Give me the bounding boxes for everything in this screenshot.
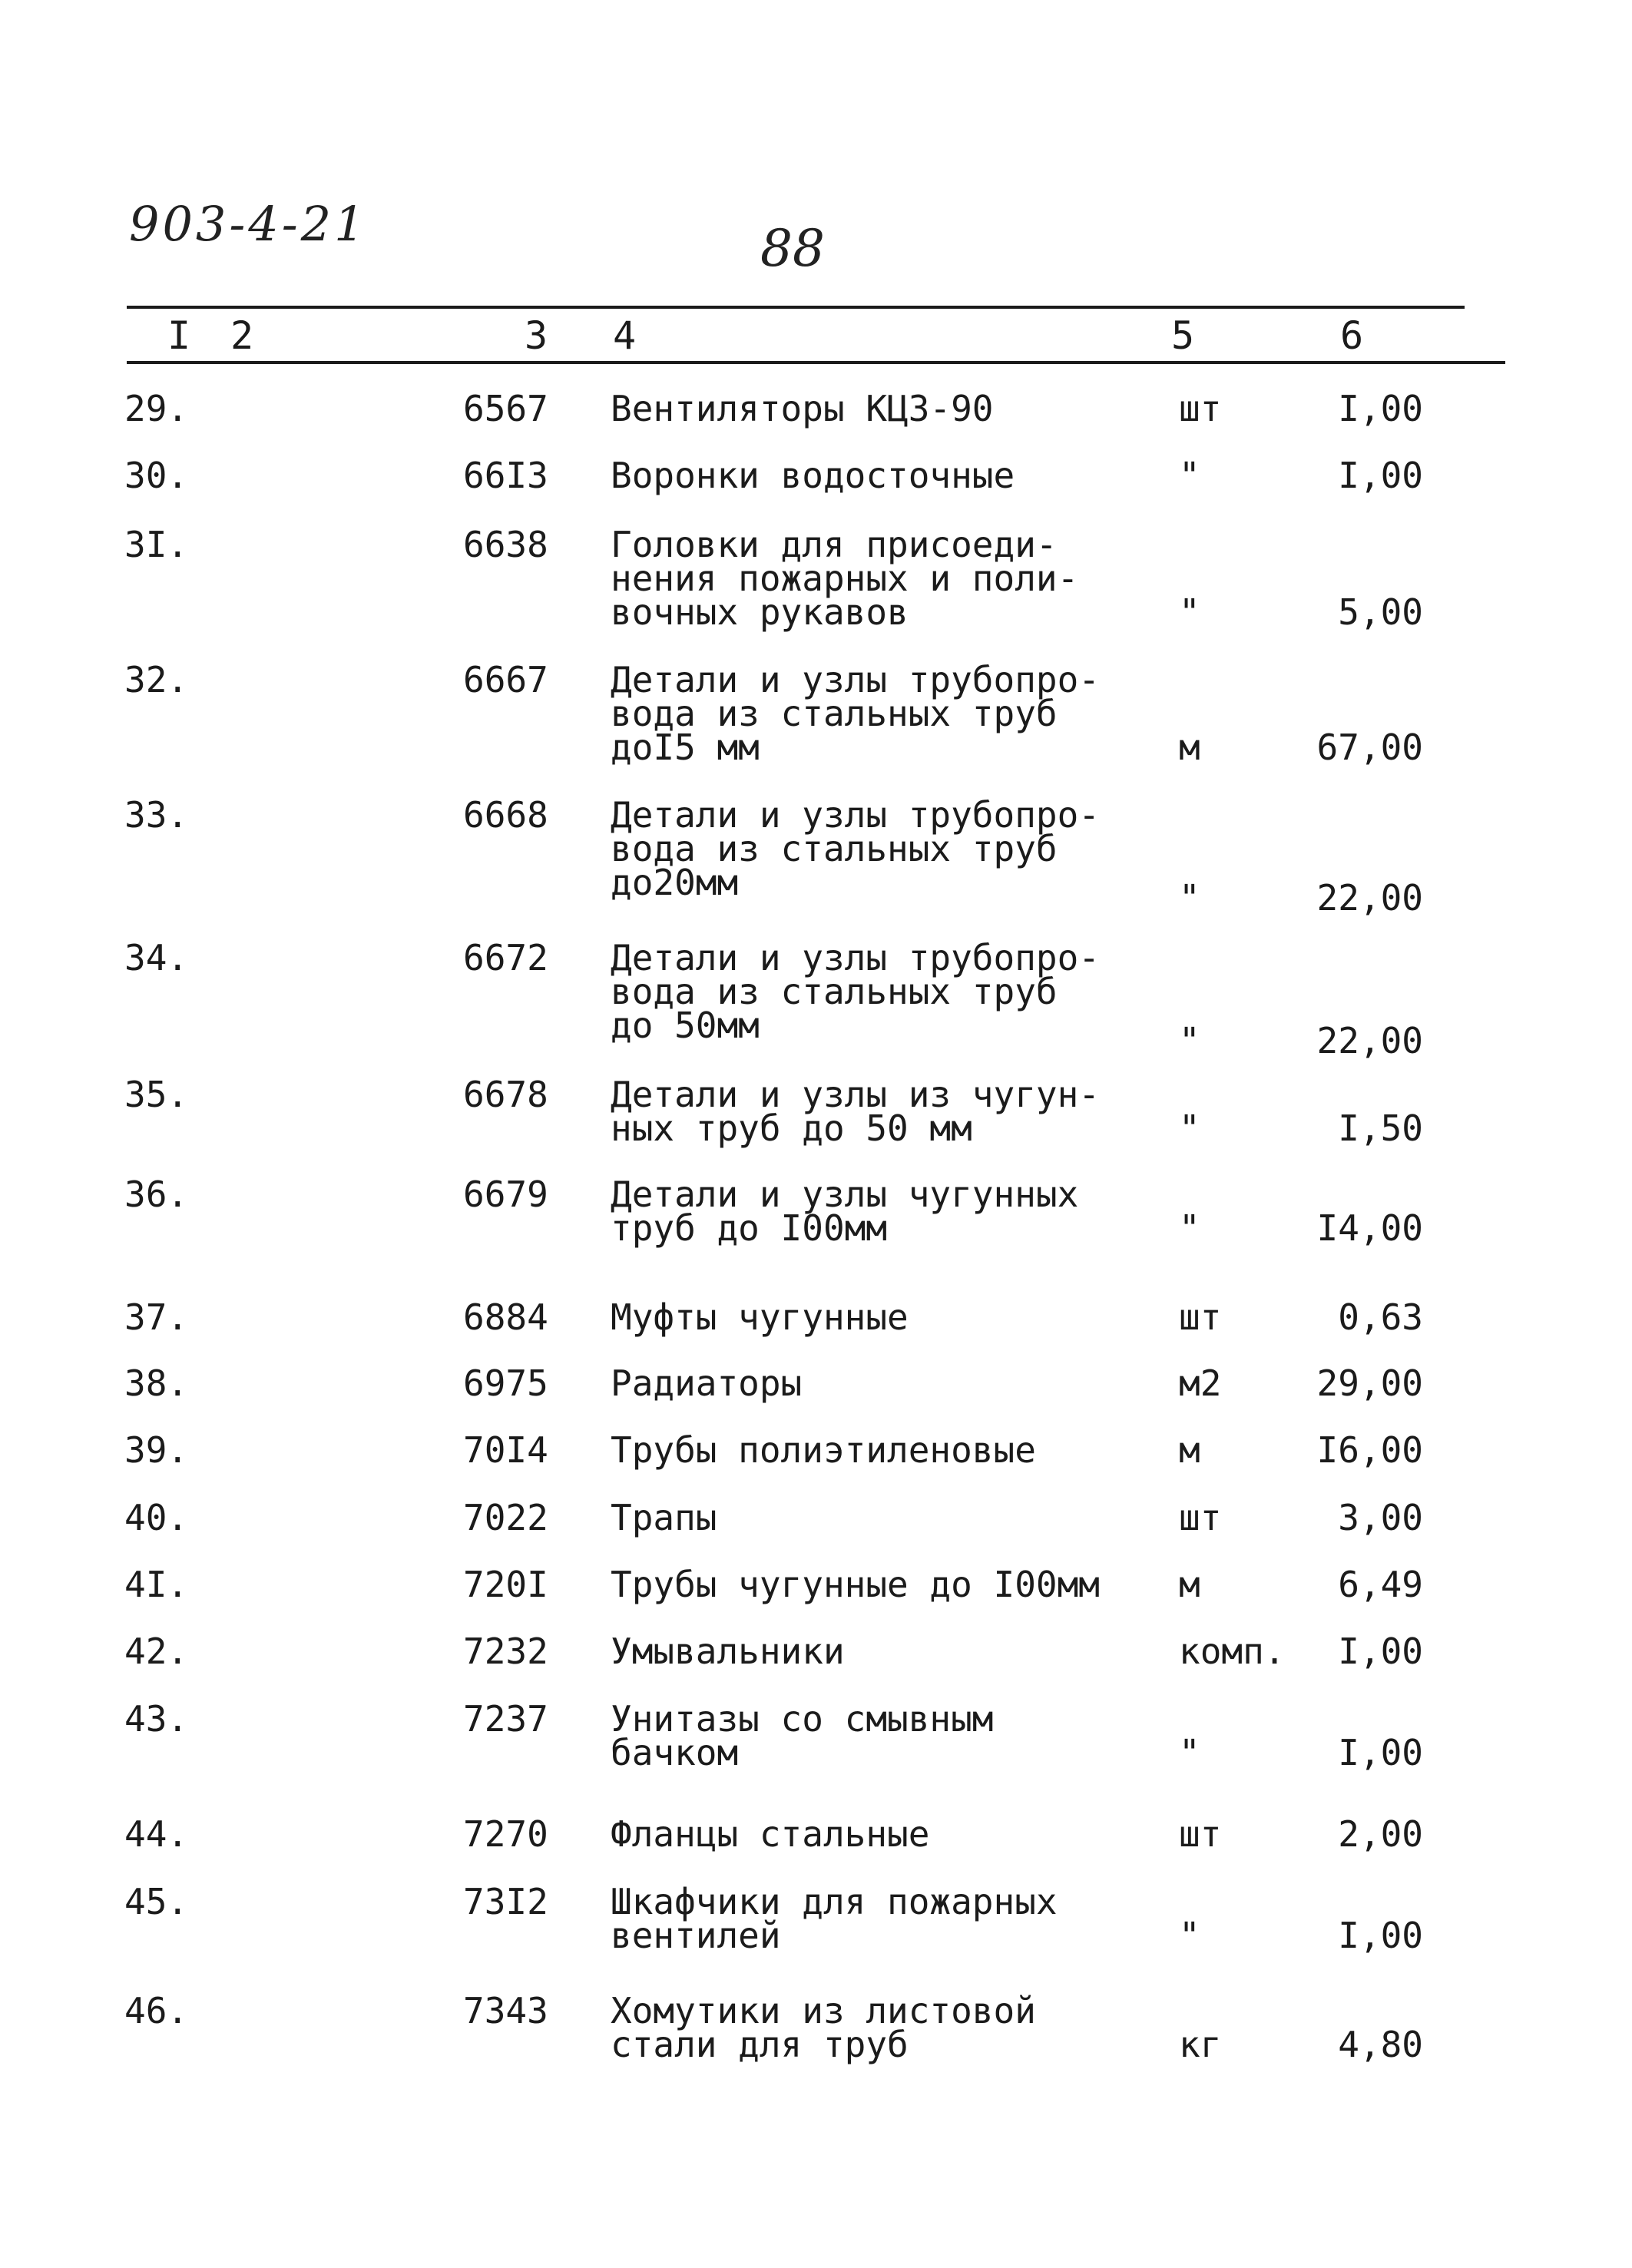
item-name-line: Воронки водосточные <box>611 455 1015 496</box>
table-row <box>0 937 1632 1061</box>
item-name-line: Трубы чугунные до I00мм <box>611 1564 1100 1605</box>
row-number: 36. <box>124 1174 189 1215</box>
item-name-line: Трапы <box>611 1497 717 1538</box>
row-number: 35. <box>124 1074 189 1115</box>
item-name <box>611 388 1164 429</box>
item-name-line: труб до I00мм <box>611 1207 888 1249</box>
column-header-6: 6 <box>1340 313 1364 358</box>
item-name-line: стали для труб <box>611 2024 909 2065</box>
item-name <box>611 524 1164 633</box>
row-number: 32. <box>124 659 189 700</box>
quantity: I6,00 <box>1316 1429 1423 1471</box>
item-name-line: вентилей <box>611 1915 781 1956</box>
item-code: 6672 <box>463 937 548 978</box>
quantity: I,00 <box>1338 455 1423 496</box>
quantity: I,00 <box>1338 1732 1423 1773</box>
item-name <box>611 1698 1164 1773</box>
unit: " <box>1179 591 1200 633</box>
row-number: 43. <box>124 1698 189 1740</box>
unit: шт <box>1179 388 1222 429</box>
item-name-line: вочных рукавов <box>611 591 909 633</box>
item-name-line: Шкафчики для пожарных <box>611 1881 1058 1922</box>
item-code: 6975 <box>463 1362 548 1404</box>
item-name-line: Трубы полиэтиленовые <box>611 1429 1036 1471</box>
item-code: 73I2 <box>463 1881 548 1922</box>
row-number: 46. <box>124 1990 189 2031</box>
column-header-3: 3 <box>525 313 548 358</box>
table-row <box>0 388 1632 429</box>
item-name-line: до20мм <box>611 862 739 903</box>
column-header-2: 2 <box>230 313 254 358</box>
table-row <box>0 1698 1632 1773</box>
item-name-line: Унитазы со смывным <box>611 1698 994 1740</box>
table-row <box>0 1497 1632 1538</box>
unit: комп. <box>1179 1631 1286 1672</box>
item-name-line: вода из стальных труб <box>611 971 1058 1012</box>
unit: м2 <box>1179 1362 1222 1404</box>
item-name <box>611 1429 1164 1471</box>
item-name <box>611 1881 1164 1956</box>
quantity: 2,00 <box>1338 1813 1423 1855</box>
table-row <box>0 1296 1632 1338</box>
table-row <box>0 1813 1632 1855</box>
table-row <box>0 524 1632 633</box>
row-number: 37. <box>124 1296 189 1338</box>
item-name <box>611 1296 1164 1338</box>
item-code: 6667 <box>463 659 548 700</box>
item-name-line: Детали и узлы трубопро- <box>611 794 1100 836</box>
quantity: 22,00 <box>1316 877 1423 919</box>
unit: шт <box>1179 1497 1222 1538</box>
item-code: 6668 <box>463 794 548 836</box>
quantity: 3,00 <box>1338 1497 1423 1538</box>
item-name-line: нения пожарных и поли- <box>611 558 1079 599</box>
row-number: 45. <box>124 1881 189 1922</box>
row-number: 29. <box>124 388 189 429</box>
row-number: 34. <box>124 937 189 978</box>
unit: " <box>1179 877 1200 919</box>
quantity: I,50 <box>1338 1108 1423 1149</box>
item-name <box>611 937 1164 1046</box>
quantity: 29,00 <box>1316 1362 1423 1404</box>
item-name-line: Радиаторы <box>611 1362 803 1404</box>
row-number: 3I. <box>124 524 189 565</box>
table-row <box>0 1881 1632 1956</box>
unit: м <box>1179 727 1200 768</box>
table-row <box>0 1174 1632 1249</box>
table-row <box>0 1429 1632 1471</box>
item-name <box>611 1990 1164 2065</box>
item-name-line: Хомутики из листовой <box>611 1990 1036 2031</box>
row-number: 30. <box>124 455 189 496</box>
item-name <box>611 1631 1164 1672</box>
table-row <box>0 455 1632 496</box>
item-name-line: Детали и узлы чугунных <box>611 1174 1079 1215</box>
table-row <box>0 659 1632 768</box>
quantity: 67,00 <box>1316 727 1423 768</box>
unit: " <box>1179 1915 1200 1956</box>
item-code: 6884 <box>463 1296 548 1338</box>
item-code: 70I4 <box>463 1429 548 1471</box>
table-top-rule <box>127 306 1465 309</box>
item-name <box>611 1074 1164 1149</box>
quantity: 0,63 <box>1338 1296 1423 1338</box>
quantity: 22,00 <box>1316 1020 1423 1061</box>
item-code: 6679 <box>463 1174 548 1215</box>
document-code: 903-4-21 <box>129 196 368 252</box>
unit: " <box>1179 1732 1200 1773</box>
unit: " <box>1179 1108 1200 1149</box>
item-name-line: Детали и узлы трубопро- <box>611 659 1100 700</box>
table-row <box>0 1564 1632 1605</box>
column-header-5: 5 <box>1171 313 1195 358</box>
unit: " <box>1179 1020 1200 1061</box>
item-name <box>611 455 1164 496</box>
item-name <box>611 1564 1164 1605</box>
row-number: 44. <box>124 1813 189 1855</box>
item-name-line: ных труб до 50 мм <box>611 1108 972 1149</box>
unit: м <box>1179 1564 1200 1605</box>
row-number: 40. <box>124 1497 189 1538</box>
item-name <box>611 1174 1164 1249</box>
quantity: I4,00 <box>1316 1207 1423 1249</box>
item-code: 720I <box>463 1564 548 1605</box>
row-number: 4I. <box>124 1564 189 1605</box>
item-name <box>611 794 1164 903</box>
item-code: 6567 <box>463 388 548 429</box>
table-row <box>0 1631 1632 1672</box>
row-number: 39. <box>124 1429 189 1471</box>
item-name-line: Вентиляторы КЦЗ-90 <box>611 388 994 429</box>
item-name-line: бачком <box>611 1732 739 1773</box>
quantity: 5,00 <box>1338 591 1423 633</box>
item-code: 66I3 <box>463 455 548 496</box>
item-name <box>611 659 1164 768</box>
item-code: 6638 <box>463 524 548 565</box>
item-name-line: вода из стальных труб <box>611 693 1058 734</box>
table-row <box>0 794 1632 919</box>
table-row <box>0 1074 1632 1149</box>
quantity: I,00 <box>1338 388 1423 429</box>
item-name-line: Головки для присоеди- <box>611 524 1058 565</box>
column-header-4: 4 <box>613 313 637 358</box>
item-code: 7022 <box>463 1497 548 1538</box>
column-header-1: I <box>167 313 191 358</box>
row-number: 33. <box>124 794 189 836</box>
item-code: 7343 <box>463 1990 548 2031</box>
item-code: 7237 <box>463 1698 548 1740</box>
item-name-line: доI5 мм <box>611 727 760 768</box>
unit: шт <box>1179 1296 1222 1338</box>
quantity: I,00 <box>1338 1915 1423 1956</box>
unit: " <box>1179 455 1200 496</box>
table-row <box>0 1362 1632 1404</box>
table-header-rule <box>127 361 1505 364</box>
unit: шт <box>1179 1813 1222 1855</box>
item-name <box>611 1813 1164 1855</box>
unit: " <box>1179 1207 1200 1249</box>
quantity: 6,49 <box>1338 1564 1423 1605</box>
row-number: 42. <box>124 1631 189 1672</box>
item-name-line: Детали и узлы трубопро- <box>611 937 1100 978</box>
item-name <box>611 1497 1164 1538</box>
item-code: 7270 <box>463 1813 548 1855</box>
item-name-line: Муфты чугунные <box>611 1296 909 1338</box>
item-name-line: Детали и узлы из чугун- <box>611 1074 1100 1115</box>
item-name-line: Умывальники <box>611 1631 845 1672</box>
item-code: 7232 <box>463 1631 548 1672</box>
item-name <box>611 1362 1164 1404</box>
item-name-line: до 50мм <box>611 1005 760 1046</box>
item-code: 6678 <box>463 1074 548 1115</box>
page-number: 88 <box>760 219 825 278</box>
unit: кг <box>1179 2024 1222 2065</box>
quantity: I,00 <box>1338 1631 1423 1672</box>
quantity: 4,80 <box>1338 2024 1423 2065</box>
item-name-line: Фланцы стальные <box>611 1813 930 1855</box>
table-row <box>0 1990 1632 2065</box>
unit: м <box>1179 1429 1200 1471</box>
item-name-line: вода из стальных труб <box>611 828 1058 869</box>
row-number: 38. <box>124 1362 189 1404</box>
